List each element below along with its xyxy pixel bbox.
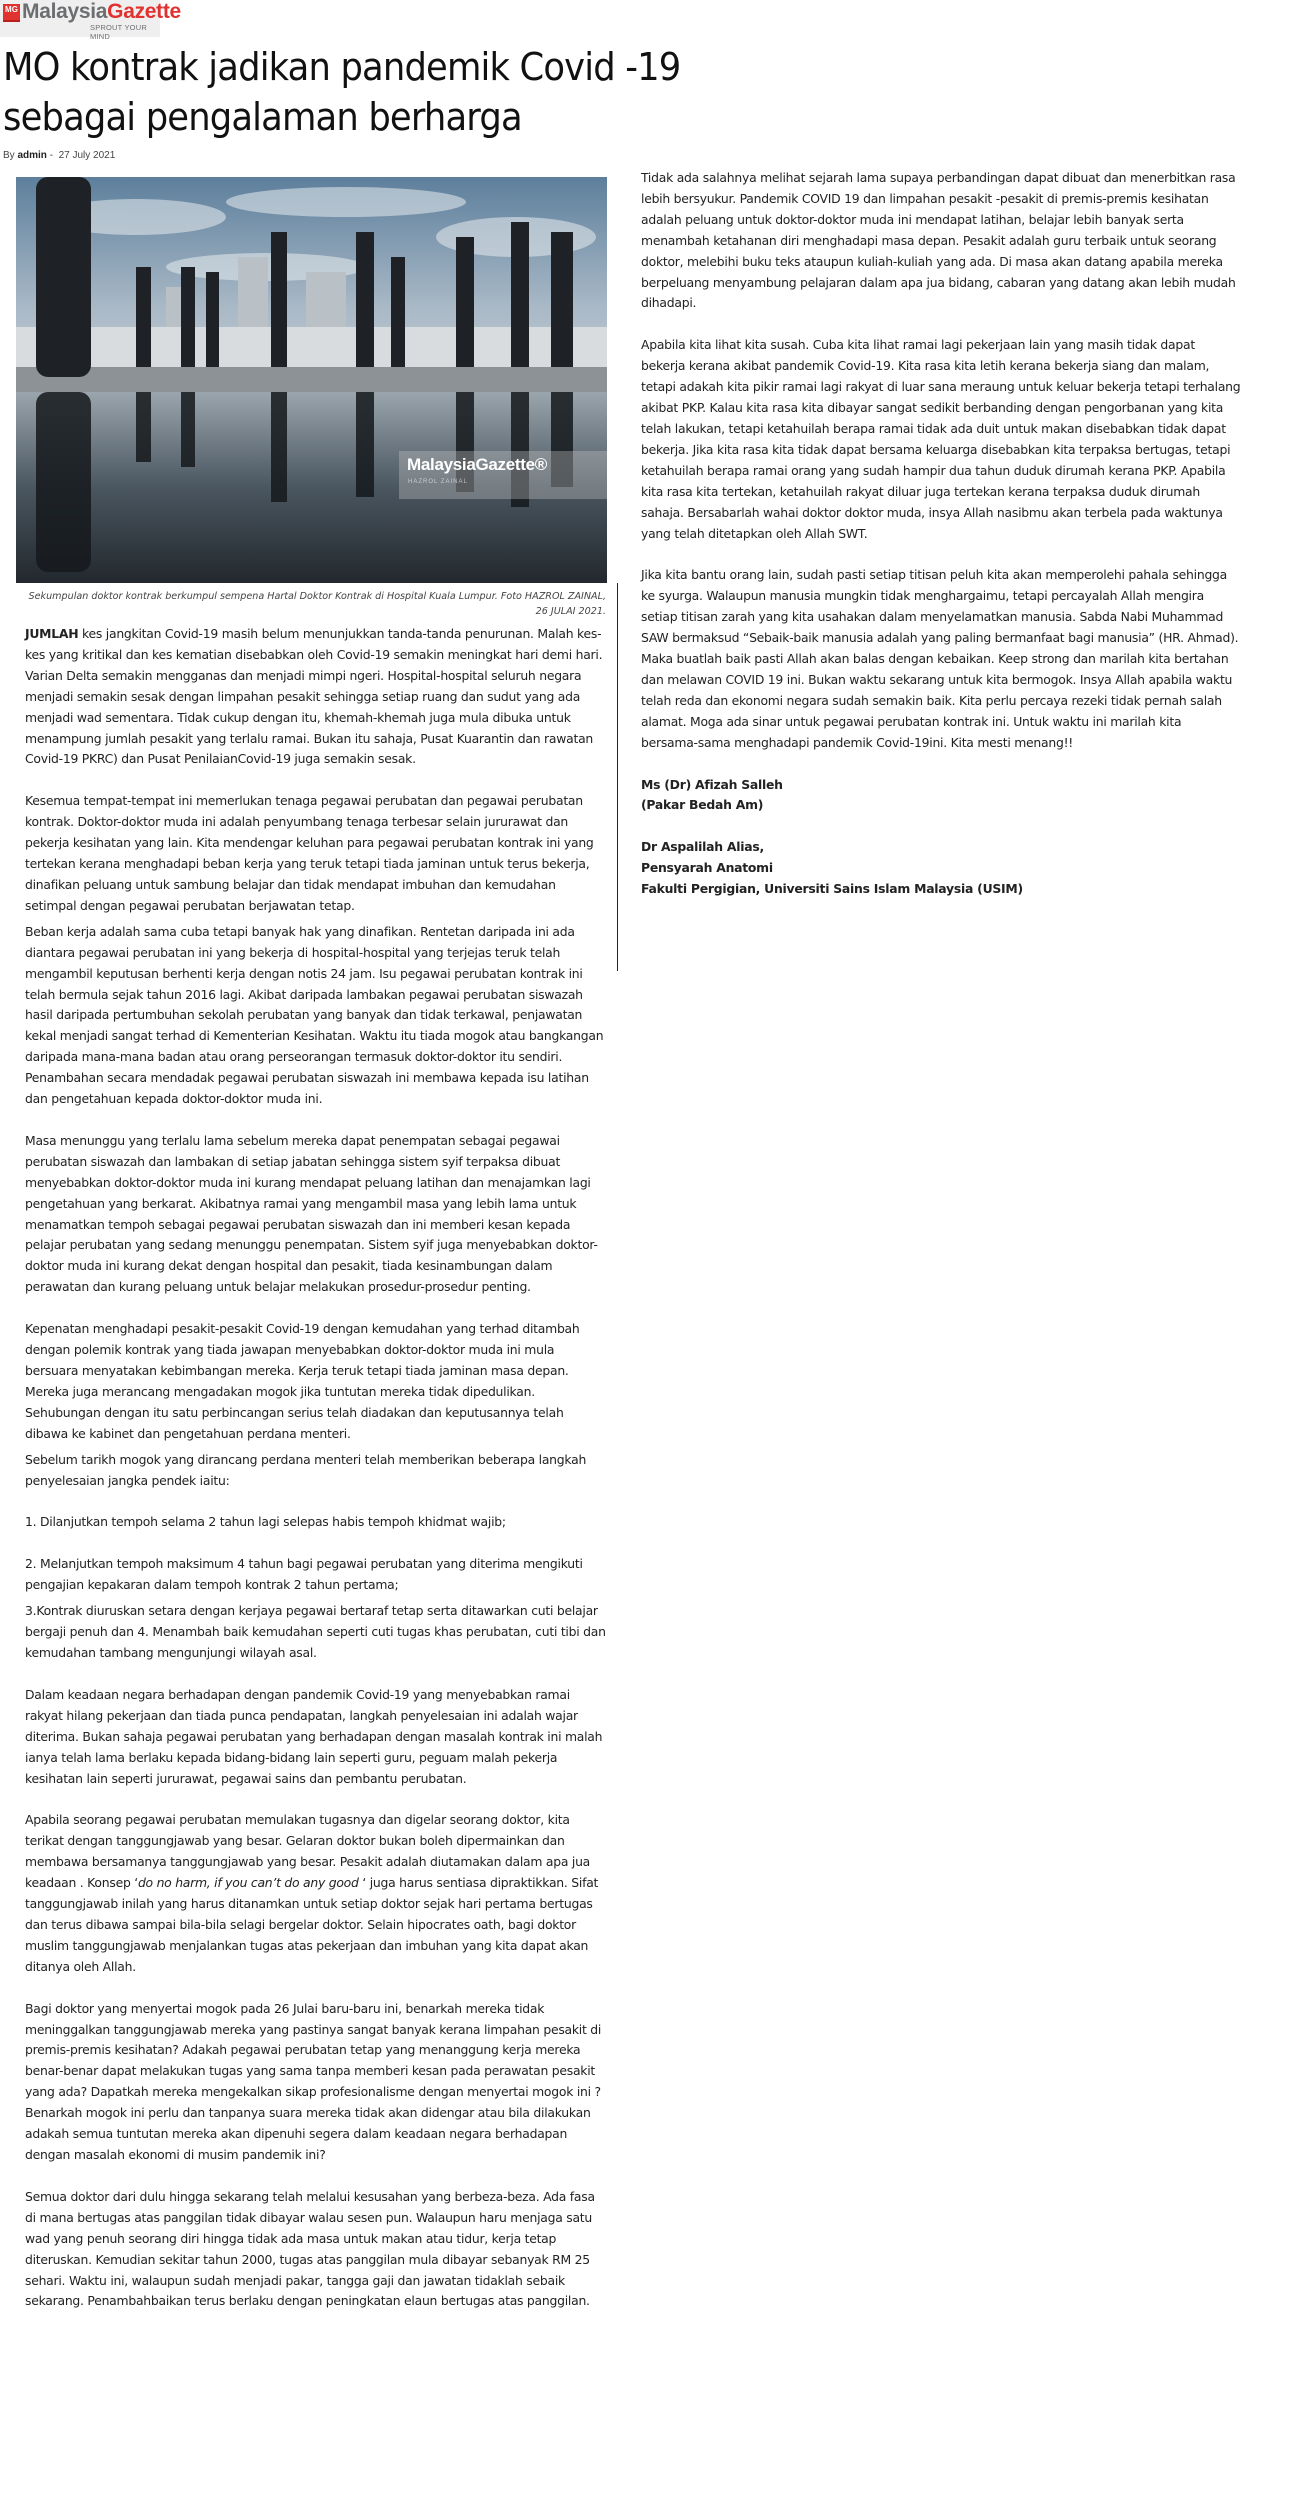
site-logo[interactable] [0,0,181,41]
body-paragraph [25,624,607,770]
byline-separator: - [46,150,56,161]
byline-prefix: By [3,150,15,161]
body-paragraph: Masa menunggu yang terlalu lama sebelum mereka dapat penempatan sebagai pegawai perubatan siswazah dan lambakan di setiap jabatan sehingga sistem syif terpaksa dibuat menyebabkan doktor-doktor muda ini kurang mendapat peluang latihan dan menajamkan lagi pengetahuan yang berkarat. Akibatnya ramai yang mengambil masa yang lebih lama untuk menamatkan tempoh sebagai pegawai perubatan siswazah dan ini memberi kesan kepada pelajar perubatan yang sedang menunggu penempatan. Sistem syif juga menyebabkan doktor-doktor muda ini kurang dekat dengan hospital dan pesakit, tiada kesinambungan dalam perawatan dan kurang peluang untuk belajar melakukan prosedur-prosedur penting. [25,1132,598,1295]
article-body-right [641,168,1241,900]
signature-author1-title: (Pakar Bedah Am) [641,797,764,813]
body-paragraph: Semua doktor dari dulu hingga sekarang telah melalui kesusahan yang berbeza-beza. Ada fasa di mana bertugas atas panggilan tidak dibayar walau sesen pun. Walaupun haru menjaga satu wad yang penuh seorang diri hingga tidak ada masa untuk makan atau tidur, kerja tetap diteruskan. Kemudian sekitar tahun 2000, tugas atas panggilan mula dibayar sebanyak RM 25 sehari. Waktu ini, walaupun sudah menjadi pakar, tangga gaji dan jawatan tidaklah sebaik sekarang. Penambahbaikan terus berlaku dengan peningkatan elaun bertugas atas panggilan. [25,2188,595,2309]
body-paragraph-text: kes jangkitan Covid-19 masih belum menunjukkan tanda-tanda penurunan. Malah kes-kes yang kritikal dan kes kematian disebabkan oleh Covid-19 semakin meningkat hari demi hari. Varian Delta semakin mengganas dan menjadi mimpi ngeri. Hospital-hospital seluruh negara menjadi semakin sesak dengan limpahan pesakit sehingga setiap ruang dan sudut yang ada menjadi wad sementara. Tidak cukup dengan itu, khemah-khemah juga mula dibuka untuk menampung jumlah pesakit yang terlalu ramai. Bukan itu sahaja, Pusat Kuarantin dan rawatan Covid-19 PKRC) dan Pusat PenilaianCovid-19 juga semakin sesak. [25,626,603,767]
author-link[interactable]: admin [17,150,47,161]
byline [3,149,115,163]
logo-wordmark-part2: Gazette [107,0,181,23]
list-item: 2. Melanjutkan tempoh maksimum 4 tahun bagi pegawai perubatan yang diterima mengikuti pengajian kepakaran dalam tempoh kontrak 2 tahun pertama; [25,1556,583,1593]
body-paragraph: Dalam keadaan negara berhadapan dengan pandemik Covid-19 yang menyebabkan ramai rakyat hilang pekerjaan dan tiada punca pendapatan, langkah penyelesaian ini adalah wajar diterima. Bukan sahaja pegawai perubatan yang berhadapan dengan masalah kontrak ini malah ianya telah lama berlaku kepada bidang-bidang lain seperti guru, peguam malah pekerja kesihatan lain seperti jururawat, pegawai sains dan pembantu perubatan. [25,1686,603,1786]
logo-tagline: SPROUT YOUR MIND [90,23,147,41]
featured-photo-illustration [16,177,607,583]
body-paragraph: Jika kita bantu orang lain, sudah pasti setiap titisan peluh kita akan memperolehi pahala sehingga ke syurga. Walaupun manusia mungkin tidak menghargaimu, tetapi percayalah Allah mengira setiap titisan zarah yang kita usahakan dalam menyelamatkan manusia. Sabda Nabi Muhammad SAW bermaksud “Sebaik-baik manusia adalah yang paling bermanfaat bagi manusia” (HR. Ahmad). Maka buatlah baik pasti Allah akan balas dengan kebaikan. Keep strong dan marilah kita bertahan dan melawan COVID 19 ini. Bukan waktu sekarang untuk kita bermogok. Insya Allah apabila waktu telah reda dan ekonomi negara sudah semakin baik. Kita perlu percaya rezeki tidak pernah salah alamat. Moga ada sinar untuk pegawai perubatan kontrak ini. Untuk waktu ini marilah kita bersama-sama menghadapi pandemik Covid-19ini. Kita mesti menang!! [641,567,1239,750]
featured-image [16,177,607,583]
signature-author1-name: Ms (Dr) Afizah Salleh [641,776,783,792]
body-paragraph: Kesemua tempat-tempat ini memerlukan tenaga pegawai perubatan dan pegawai perubatan kontrak. Doktor-doktor muda ini adalah penyumbang tenaga terbesar selain jururawat dan pekerja kesihatan yang lain. Kita mendengar keluhan para pegawai perubatan kontrak ini yang tertekan kerana menghadapi beban kerja yang teruk tetapi tiada jaminan untuk terus bekerja, dinafikan peluang untuk sambung belajar dan tidak mendapat imbuhan dan kemudahan setimpal dengan pegawai perubatan berjawatan tetap. [25,793,594,913]
body-paragraph: Kepenatan menghadapi pesakit-pesakit Covid-19 dengan kemudahan yang terhad ditambah dengan polemik kontrak yang tiada jawapan menyebabkan doktor-doktor muda ini mula bersuara menyatakan kebimbangan mereka. Kerja teruk tetapi tiada jaminan masa depan. Mereka juga merancang mengadakan mogok jika tuntutan mereka tidak dipedulikan. Sehubungan dengan itu satu perbincangan serius telah diadakan dan keputusannya telah dibawa ke kabinet dan pengetahuan perdana menteri. [25,1321,580,1441]
article-title-line2: sebagai pengalaman berharga [3,95,522,139]
list-item: 1. Dilanjutkan tempoh selama 2 tahun lagi selepas habis tempoh khidmat wajib; [25,1514,506,1530]
signature-author2-name: Dr Aspalilah Alias, [641,839,764,855]
image-caption: Sekumpulan doktor kontrak berkumpul sempena Hartal Doktor Kontrak di Hospital Kuala Lumpur. Foto HAZROL ZAINAL, 26 JULAI 2021. [28,591,606,617]
body-paragraph [25,1810,607,1977]
signature-author2-title: Pensyarah Anatomi [641,860,773,876]
body-paragraph: Sebelum tarikh mogok yang dirancang perdana menteri telah memberikan beberapa langkah penyelesaian jangka pendek iaitu: [25,1451,587,1488]
article-title-line1: MO kontrak jadikan pandemik Covid -19 [3,45,681,89]
article-title [3,42,766,142]
body-paragraph: Bagi doktor yang menyertai mogok pada 26 Julai baru-baru ini, benarkah mereka tidak meninggalkan tanggungjawab mereka yang pastinya sangat banyak kerana limpahan pesakit di premis-premis kesihatan? Adakah pegawai perubatan tetap yang menanggung kerja mereka benar-benar dapat melakukan tugas yang sama tanpa memberi kesan pada perawatan pesakit yang ada? Dapatkah mereka mengekalkan sikap profesionalisme dengan menyertai mogok ini ? Benarkah mogok ini perlu dan tanpanya suara mereka tidak akan didengar atau bila dilakukan adakah semua tuntutan mereka akan dipenuhi segera dalam keadaan negara berhadapan dengan masalah ekonomi di musim pandemik ini? [25,2000,602,2162]
column-divider [617,583,618,971]
body-paragraph-text: ‘ juga harus sentiasa dipraktikkan. Sifat tanggungjawab inilah yang harus ditanamkan untuk setiap doktor sejak hari pertama bertugas dan terus dibawa sampai bila-bila selagi bergelar doktor. Selain hipocrates oath, bagi doktor muslim tanggungjawab menjalankan tugas atas pekerjaan dan imbuhan yang kita dapat akan ditanya oleh Allah. [25,1875,599,1974]
list-item: 3.Kontrak diuruskan setara dengan kerjaya pegawai bertaraf tetap serta ditawarkan cuti belajar bergaji penuh dan 4. Menambah baik kemudahan seperti cuti tugas khas perubatan, cuti tibi dan kemudahan tambang mengunjungi wilayah asal. [25,1603,606,1660]
body-paragraph-text: Apabila seorang pegawai perubatan memulakan tugasnya dan digelar seorang doktor, kita terikat dengan tanggungjawab yang besar. Gelaran doktor bukan boleh dipermainkan dan membawa bersamanya tanggungjawab yang besar. Pesakit adalah diutamakan dalam apa jua keadaan . Konsep ‘ [25,1812,591,1891]
logo-wordmark-part1: Malaysia [22,0,108,23]
logo-wordmark [22,0,181,24]
lead-word: JUMLAH [25,626,79,641]
quoted-phrase: do no harm, if you can’t do any good [137,1875,359,1891]
watermark-credit: HAZROL ZAINAL [408,479,468,485]
body-paragraph: Tidak ada salahnya melihat sejarah lama supaya perbandingan dapat dibuat dan menerbitkan rasa lebih bersyukur. Pandemik COVID 19 dan limpahan pesakit -pesakit di premis-premis kesihatan adalah peluang untuk doktor-doktor muda ini mendapat latihan, belajar lebih banyak serta menambah ketahanan diri menghadapi masa depan. Pesakit adalah guru terbaik untuk seorang doktor, melebihi buku teks ataupun kuliah-kuliah yang ada. Di masa akan datang apabila mereka berpeluang menyambung pelajaran dalam apa jua bidang, cabaran yang datang akan lebih mudah dihadapi. [641,170,1236,311]
photo-watermark [399,451,607,499]
article-body-left [25,624,607,2312]
signature-author2-affiliation: Fakulti Pergigian, Universiti Sains Islam Malaysia (USIM) [641,881,1023,897]
watermark-brand: MalaysiaGazette® [407,455,548,474]
body-paragraph: Beban kerja adalah sama cuba tetapi banyak hak yang dinafikan. Rentetan daripada ini ada diantara pegawai perubatan ini yang bekerja di hospital-hospital yang terjejas teruk telah mengambil keputusan berhenti kerja dengan notis 24 jam. Isu pegawai perubatan kontrak ini telah bermula sejak tahun 2016 lagi. Akibat daripada lambakan pegawai perubatan siswazah hasil daripada pertumbuhan sekolah perubatan yang banyak dan tidak terkawal, penjawatan kekal menjadi sangat terhad di Kementerian Kesihatan. Waktu itu tiada mogok atau bangkangan daripada mana-mana badan atau orang perseorangan termasuk doktor-doktor itu sendiri. Penambahan secara mendadak pegawai perubatan siswazah ini membawa kepada isu latihan dan pengetahuan kepada doktor-doktor muda ini. [25,923,604,1107]
body-paragraph: Apabila kita lihat kita susah. Cuba kita lihat ramai lagi pekerjaan lain yang masih tidak dapat bekerja kerana akibat pandemik Covid-19. Kita rasa kita letih kerana bekerja siang dan malam, tetapi adakah kita pikir ramai lagi rakyat di luar sana meraung untuk keluar bekerja tetapi terhalang akibat PKP. Kalau kita rasa kita dibayar sangat sedikit berbanding dengan pengorbanan yang kita telah lakukan, tetapi ketahuilah berapa ramai tidak ada duit untuk makan disebabkan tidak dapat bekerja. Jika kita rasa kita tidak dapat bersama keluarga disebabkan kita terpaksa bertugas, tetapi ketahuilah berapa ramai orang yang sudah hampir dua tahun duduk dirumah kerana PKP. Apabila kita rasa kita tertekan, ketahuilah rakyat diluar juga tertekan kerana terpaksa duduk dirumah sahaja. Bersabarlah wahai doktor doktor muda, insya Allah nasibmu akan terbela pada waktunya yang telah ditetapkan oleh Allah SWT. [641,337,1241,541]
logo-badge: MG [3,4,20,22]
publish-date: 27 July 2021 [58,150,116,161]
